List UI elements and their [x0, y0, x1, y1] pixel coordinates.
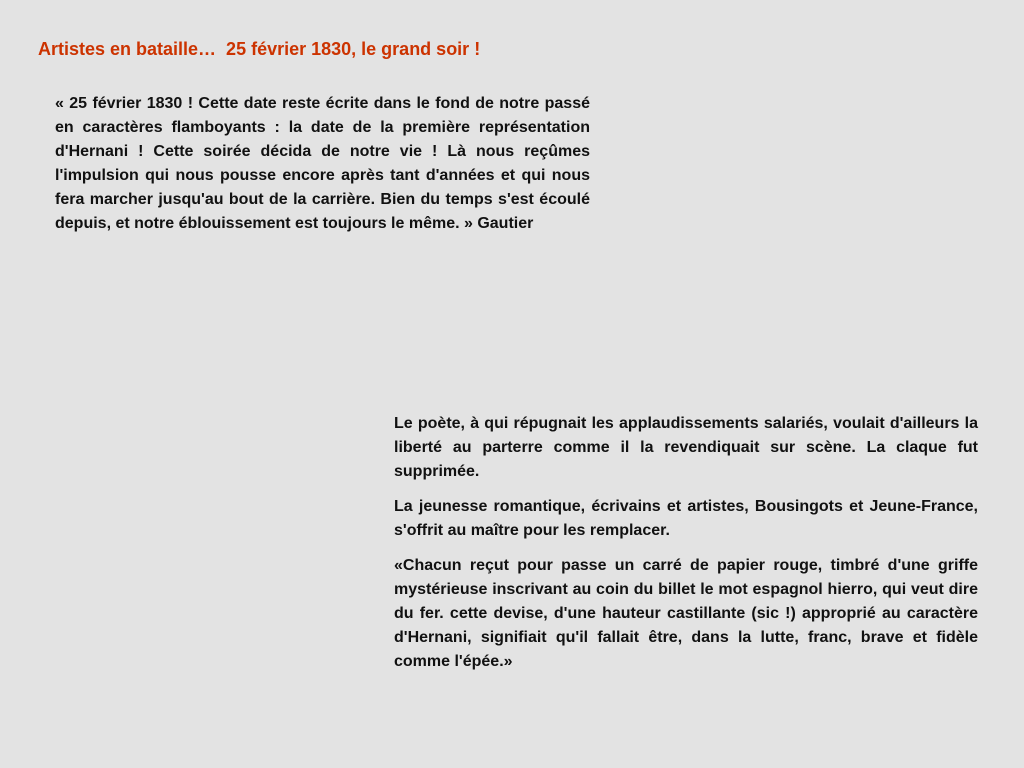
- narrative-paragraph: La jeunesse romantique, écrivains et artistes, Bousingots et Jeune-France, s'offrit au maître pour les remplacer.: [394, 498, 978, 539]
- narrative-paragraph: «Chacun reçut pour passe un carré de papier rouge, timbré d'une griffe mystérieuse inscrivant au coin du billet le mot espagnol hierro, qui veut dire du fer. cette devise, d'une hauteur castillante (sic !) approprié au caractère d'Hernani, signifiait qu'il fallait être, dans la lutte, franc, brave et fidèle comme l'épée.»: [394, 557, 978, 670]
- narrative-text: [394, 412, 978, 685]
- gautier-quote: « 25 février 1830 ! Cette date reste écrite dans le fond de notre passé en caractères flamboyants : la date de la première représentation d'Hernani ! Cette soirée décida de notre vie ! Là nous reçûmes l'impulsion qui nous pousse encore après tant d'années et qui nous fera marcher jusqu'au bout de la carrière. Bien du temps s'est écoulé depuis, et notre éblouissement est toujours le même. » Gautier: [55, 95, 590, 232]
- narrative-paragraph: Le poète, à qui répugnait les applaudissements salariés, voulait d'ailleurs la liberté au parterre comme il la revendiquait sur scène. La claque fut supprimée.: [394, 415, 978, 480]
- slide-title: Artistes en bataille… 25 février 1830, le grand soir !: [38, 39, 481, 59]
